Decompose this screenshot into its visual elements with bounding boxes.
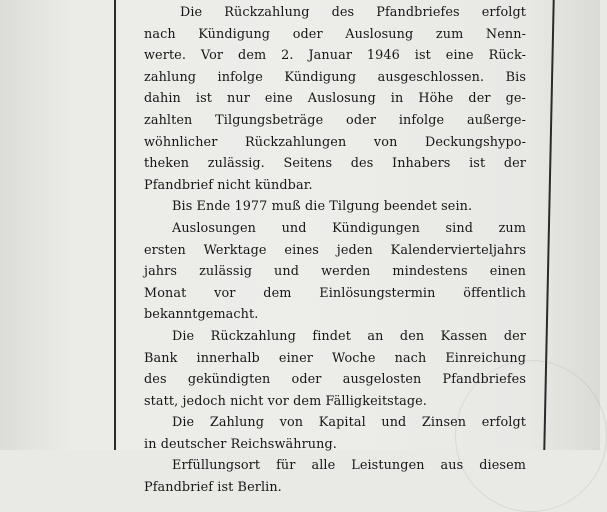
paragraph-repayment	[144, 2, 526, 196]
text-line: Bis Ende 1977 muß die Tilgung beendet sein.	[172, 199, 473, 215]
text-line: Monat vor dem Einlösungstermin öffentlich	[144, 285, 526, 301]
text-line: Die Rückzahlung des Pfandbriefes erfolgt	[180, 5, 526, 20]
left-border-line	[114, 0, 116, 450]
text-line: in deutscher Reichswährung.	[144, 436, 337, 452]
text-line: Die Rückzahlung findet an den Kassen der	[172, 328, 526, 344]
text-line: theken zulässig. Seitens des Inhabers ist der	[144, 156, 526, 172]
text-line: wöhnlicher Rückzahlungen von Deckungshypo-	[144, 134, 526, 150]
text-line: zahlten Tilgungsbeträge oder infolge außerge-	[144, 112, 526, 128]
pfandbrief-terms-text	[144, 2, 526, 499]
text-line: bekanntgemacht.	[144, 307, 259, 323]
text-line: des gekündigten oder ausgelosten Pfandbriefes	[144, 372, 526, 388]
text-line: jahrs zulässig und werden mindestens einen	[144, 264, 526, 280]
text-line: Pfandbrief nicht kündbar.	[144, 177, 313, 193]
text-line: zahlung infolge Kündigung ausgeschlossen. Bis	[144, 69, 526, 85]
paragraph-place-of-performance	[144, 455, 526, 498]
text-line: Pfandbrief ist Berlin.	[144, 480, 282, 496]
text-line: dahin ist nur eine Auslosung in Höhe der ge-	[144, 91, 526, 107]
paragraph-currency	[144, 412, 526, 455]
text-line: nach Kündigung oder Auslosung zum Nenn-	[144, 26, 526, 42]
text-line: Erfüllungsort für alle Leistungen aus diesem	[172, 458, 526, 474]
text-line: Auslosungen und Kündigungen sind zum	[172, 220, 526, 236]
text-line: ersten Werktage eines jeden Kalendervierteljahrs	[144, 242, 526, 258]
text-line: statt, jedoch nicht vor dem Fälligkeitstage.	[144, 393, 427, 409]
text-line: Bank innerhalb einer Woche nach Einreichung	[144, 350, 526, 366]
text-line: Die Zahlung von Kapital und Zinsen erfolgt	[172, 415, 526, 431]
paragraph-payment-location	[144, 326, 526, 412]
paragraph-drawings-notices	[144, 218, 526, 326]
paragraph-redemption-end	[144, 196, 526, 218]
text-line: werte. Vor dem 2. Januar 1946 ist eine Rück-	[144, 48, 526, 64]
